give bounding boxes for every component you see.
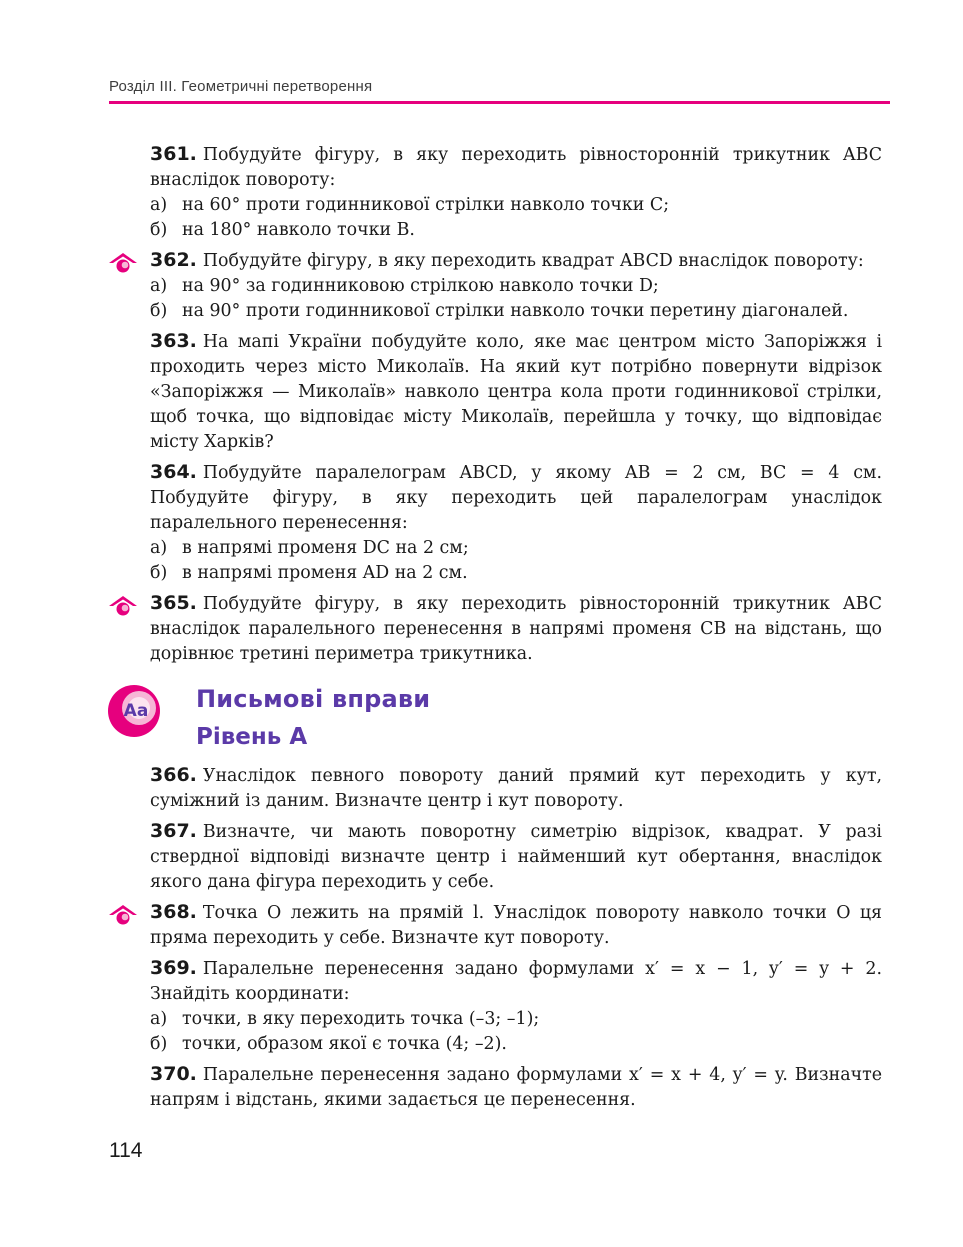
pink-roof-circle-icon — [108, 251, 138, 273]
pink-roof-circle-icon — [108, 594, 138, 616]
page-number: 114 — [109, 1139, 143, 1162]
subitem-label: б) — [150, 301, 168, 321]
subitem-text: на 90° проти годинникової стрілки навколо точки перетину діагоналей. — [182, 301, 849, 321]
exercise — [150, 460, 882, 586]
header-rule — [109, 101, 890, 104]
exercise-body: Паралельне перенесення задано формулами x′ = x + 4, y′ = y. Визначте напрям і відстань, якими задається це перенесення. — [150, 1065, 882, 1110]
exercise — [150, 819, 882, 895]
exercise-text — [150, 1062, 882, 1113]
exercise-subitem — [150, 536, 882, 561]
exercise-body: Побудуйте паралелограм ABCD, у якому AB = 2 см, BC = 4 см. Побудуйте фігуру, в яку переходить цей паралелограм унаслідок паралельного перенесення: — [150, 463, 882, 533]
exercise-text — [150, 956, 882, 1007]
exercise-number: 370. — [150, 1063, 197, 1085]
exercise — [150, 591, 882, 667]
exercise-body: Паралельне перенесення задано формулами x′ = x − 1, y′ = y + 2. Знайдіть координати: — [150, 959, 882, 1004]
exercise-text — [150, 142, 882, 193]
subitem-text: в напрямі променя AD на 2 см. — [182, 563, 468, 583]
exercise-number: 369. — [150, 957, 197, 979]
exercise-subitem — [150, 561, 882, 586]
exercise-body: На мапі України побудуйте коло, яке має центром місто Запоріжжя і проходить через місто Миколаїв. На який кут потрібно повернути відрізок «Запоріжжя — Миколаїв» навколо центра кола проти годинникової стрілки, щоб точка, що відповідає місту Миколаїв, перейшла у точку, що відповідає місту Харків? — [150, 332, 882, 452]
exercise — [150, 900, 882, 951]
exercise-number: 368. — [150, 901, 197, 923]
exercise-number: 366. — [150, 764, 197, 786]
exercise — [150, 956, 882, 1057]
exercise-body: Точка O лежить на прямій l. Унаслідок повороту навколо точки O ця пряма переходить у себе. Визначте кут повороту. — [150, 903, 882, 948]
exercise-number: 367. — [150, 820, 197, 842]
exercise-text — [150, 819, 882, 895]
exercise-subitem — [150, 1032, 882, 1057]
subitem-text: на 60° проти годинникової стрілки навколо точки C; — [182, 195, 670, 215]
exercise-number: 363. — [150, 330, 197, 352]
subitem-label: б) — [150, 563, 168, 583]
subitem-text: на 90° за годинниковою стрілкою навколо точки D; — [182, 276, 659, 296]
exercise-number: 361. — [150, 143, 197, 165]
subitem-label: а) — [150, 195, 168, 215]
exercise — [150, 763, 882, 814]
subitem-label: а) — [150, 1009, 168, 1029]
exercise-body: Побудуйте фігуру, в яку переходить рівносторонній трикутник ABC внаслідок повороту: — [150, 145, 882, 190]
subitem-label: б) — [150, 220, 168, 240]
exercise-number: 365. — [150, 592, 197, 614]
subitem-label: а) — [150, 276, 168, 296]
subitem-text: точки, образом якої є точка (4; –2). — [182, 1034, 507, 1054]
badge-text: Aa — [123, 701, 149, 721]
exercise — [150, 1062, 882, 1113]
exercise-text — [150, 329, 882, 455]
exercise-subitem — [150, 218, 882, 243]
pink-roof-circle-icon — [108, 903, 138, 925]
exercise-body: Побудуйте фігуру, в яку переходить рівносторонній трикутник ABC внаслідок паралельного перенесення в напрямі променя CB на відстань, що дорівнює третині периметра трикутника. — [150, 594, 882, 664]
exercise — [150, 142, 882, 243]
exercise-body: Визначте, чи мають поворотну симетрію відрізок, квадрат. У разі ствердної відповіді визначте центр і найменший кут обертання, внаслідок якого дана фігура переходить у себе. — [150, 822, 882, 892]
level-title: Рівень А — [196, 724, 308, 750]
exercise-text — [150, 248, 882, 274]
exercise-list-bottom — [150, 763, 882, 1113]
subitem-text: на 180° навколо точки B. — [182, 220, 415, 240]
section-header — [123, 681, 882, 759]
running-head: Розділ III. Геометричні перетворення — [109, 78, 373, 95]
subitem-text: точки, в яку переходить точка (–3; –1); — [182, 1009, 540, 1029]
exercise-text — [150, 900, 882, 951]
exercise — [150, 329, 882, 455]
aa-circle-icon — [108, 683, 164, 739]
exercise-subitem — [150, 1007, 882, 1032]
exercise-list-top — [150, 142, 882, 667]
exercise-body: Побудуйте фігуру, в яку переходить квадрат ABCD внаслідок повороту: — [202, 251, 864, 271]
exercise-subitem — [150, 274, 882, 299]
exercise-text — [150, 763, 882, 814]
section-title: Письмові вправи — [196, 685, 431, 713]
exercise-subitem — [150, 299, 882, 324]
exercise-text — [150, 591, 882, 667]
exercise — [150, 248, 882, 324]
exercise-subitem — [150, 193, 882, 218]
exercise-number: 362. — [150, 249, 197, 271]
subitem-text: в напрямі променя DC на 2 см; — [182, 538, 469, 558]
content — [123, 142, 882, 1118]
subitem-label: а) — [150, 538, 168, 558]
exercise-body: Унаслідок певного повороту даний прямий кут переходить у кут, суміжний із даним. Визначте центр і кут повороту. — [150, 766, 882, 811]
exercise-text — [150, 460, 882, 536]
subitem-label: б) — [150, 1034, 168, 1054]
exercise-number: 364. — [150, 461, 197, 483]
